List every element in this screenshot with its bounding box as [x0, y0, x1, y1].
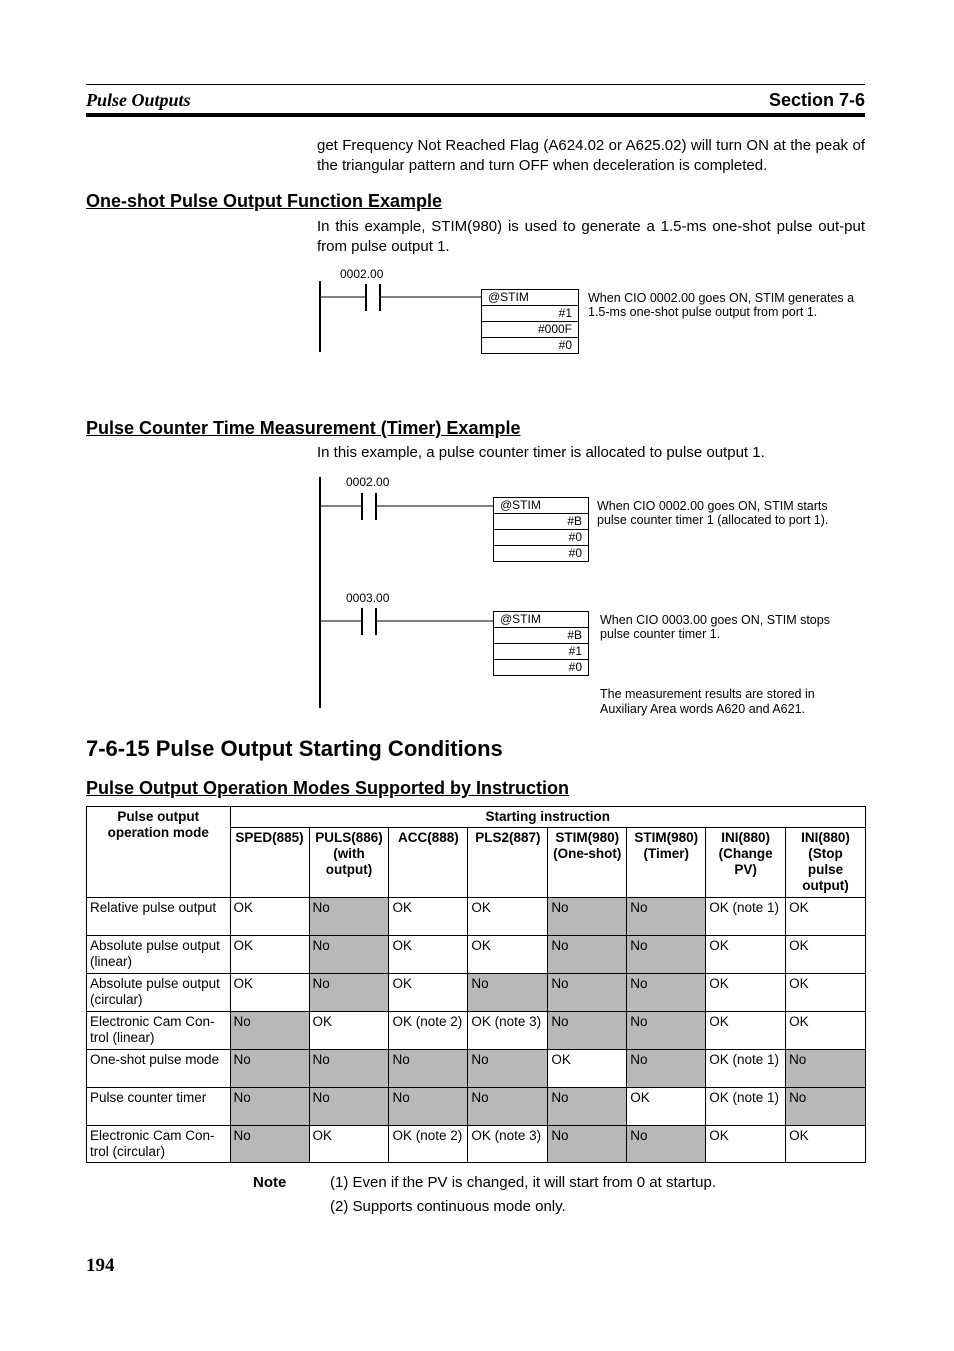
table-cell: No	[627, 936, 706, 974]
column-header: INI(880) (Stop pulse output)	[786, 828, 866, 898]
header-rule-top	[86, 84, 865, 85]
rung-comment: When CIO 0003.00 goes ON, STIM stops pulse counter timer 1.	[600, 613, 830, 641]
row-mode-label: Relative pulse output	[87, 898, 231, 936]
table-cell: No	[548, 1088, 627, 1126]
table-cell: No	[548, 1012, 627, 1050]
table-cell: OK	[389, 898, 468, 936]
operation-modes-table	[86, 806, 866, 1163]
rung-comment: When CIO 0002.00 goes ON, STIM starts pulse counter timer 1 (allocated to port 1).	[597, 499, 829, 527]
table-cell: OK	[309, 1012, 389, 1050]
table-cell: OK	[706, 936, 786, 974]
table-cell: No	[627, 898, 706, 936]
intro-paragraph: get Frequency Not Reached Flag (A624.02 or A625.02) will turn ON at the peak of the triangular pattern and turn OFF when deceleration is completed.	[317, 137, 865, 174]
table-cell: OK	[786, 936, 866, 974]
contact-label: 0003.00	[346, 591, 390, 605]
table-cell: OK	[786, 1012, 866, 1050]
table-cell: OK	[627, 1088, 706, 1126]
column-header: ACC(888)	[389, 828, 468, 898]
table-cell: No	[230, 1012, 309, 1050]
table-cell: No	[468, 974, 548, 1012]
row-mode-label: Absolute pulse output (circular)	[87, 974, 231, 1012]
row-mode-label: Absolute pulse output (linear)	[87, 936, 231, 974]
row-mode-label: One-shot pulse mode	[87, 1050, 231, 1088]
table-cell: No	[309, 898, 389, 936]
table-cell: No	[468, 1088, 548, 1126]
stim-instruction-block	[493, 611, 589, 676]
instruction-operand: #0	[568, 546, 582, 560]
table-row	[87, 1126, 866, 1163]
table-corner-header: Pulse output operation mode	[87, 807, 231, 898]
table-row	[87, 1012, 866, 1050]
table-cell: OK	[706, 974, 786, 1012]
heading-timer-example: Pulse Counter Time Measurement (Timer) Example	[86, 418, 521, 438]
table-cell: No	[627, 1050, 706, 1088]
table-cell: OK (note 3)	[468, 1012, 548, 1050]
heading-one-shot-example: One-shot Pulse Output Function Example	[86, 191, 443, 211]
table-cell: OK (note 2)	[389, 1126, 468, 1163]
table-cell: No	[230, 1050, 309, 1088]
table-row	[87, 898, 866, 936]
contact-label: 0002.00	[340, 267, 384, 281]
heading-operation-modes: Pulse Output Operation Modes Supported by Instruction	[86, 778, 570, 798]
table-cell: OK	[706, 1012, 786, 1050]
rung-comment: When CIO 0002.00 goes ON, STIM generates a 1.5-ms one-shot pulse output from port 1.	[588, 291, 855, 319]
table-cell: OK	[309, 1126, 389, 1163]
row-mode-label: Electronic Cam Con-trol (linear)	[87, 1012, 231, 1050]
table-cell: No	[627, 1012, 706, 1050]
table-cell: No	[548, 1126, 627, 1163]
section-title: 7-6-15 Pulse Output Starting Conditions	[86, 736, 503, 761]
table-cell: OK (note 3)	[468, 1126, 548, 1163]
table-cell: OK	[389, 936, 468, 974]
table-cell: No	[548, 974, 627, 1012]
table-cell: OK	[706, 1126, 786, 1163]
instruction-mnemonic: @STIM	[494, 612, 588, 628]
instruction-operand: #0	[494, 530, 588, 546]
header-rule	[86, 113, 865, 117]
column-header: SPED(885)	[230, 828, 309, 898]
row-mode-label: Pulse counter timer	[87, 1088, 231, 1126]
table-row	[87, 1050, 866, 1088]
table-cell: OK	[468, 898, 548, 936]
table-cell: No	[309, 1088, 389, 1126]
column-header: PULS(886) (with output)	[309, 828, 389, 898]
table-row	[87, 974, 866, 1012]
table-row	[87, 936, 866, 974]
table-cell: No	[309, 1050, 389, 1088]
table-cell: OK	[230, 974, 309, 1012]
table-cell: No	[786, 1050, 866, 1088]
instruction-operand: #B	[494, 628, 588, 644]
table-cell: No	[230, 1126, 309, 1163]
one-shot-paragraph: In this example, STIM(980) is used to generate a 1.5-ms one-shot pulse out-put from pulse output 1.	[317, 218, 865, 255]
table-cell: No	[309, 936, 389, 974]
instruction-mnemonic: @STIM	[494, 498, 588, 514]
table-cell: No	[627, 1126, 706, 1163]
note-item: (2) Supports continuous mode only.	[330, 1198, 566, 1215]
table-cell: OK	[786, 898, 866, 936]
table-cell: No	[309, 974, 389, 1012]
measurement-note: The measurement results are stored in Auxiliary Area words A620 and A621.	[600, 687, 815, 716]
table-cell: OK	[230, 898, 309, 936]
table-group-header: Starting instruction	[230, 807, 865, 828]
header-section-title: Pulse Outputs	[86, 90, 191, 110]
table-cell: OK	[389, 974, 468, 1012]
instruction-operand: #B	[494, 514, 588, 530]
table-cell: OK	[230, 936, 309, 974]
instruction-mnemonic: @STIM	[482, 290, 578, 306]
table-cell: No	[548, 898, 627, 936]
table-cell: No	[230, 1088, 309, 1126]
stim-instruction-block	[481, 289, 579, 354]
contact-label: 0002.00	[346, 475, 390, 489]
row-mode-label: Electronic Cam Con-trol (circular)	[87, 1126, 231, 1163]
column-header: INI(880) (Change PV)	[706, 828, 786, 898]
table-cell: OK (note 1)	[706, 898, 786, 936]
table-cell: OK (note 1)	[706, 1050, 786, 1088]
timer-paragraph: In this example, a pulse counter timer is allocated to pulse output 1.	[317, 444, 765, 461]
table-body	[87, 898, 866, 1163]
instruction-operand: #1	[482, 306, 578, 322]
table-cell: No	[786, 1088, 866, 1126]
column-header: STIM(980) (Timer)	[627, 828, 706, 898]
table-cell: No	[468, 1050, 548, 1088]
instruction-operand: #0	[558, 338, 572, 352]
instruction-operand: #0	[568, 660, 582, 674]
table-cell: OK	[786, 1126, 866, 1163]
column-header: PLS2(887)	[468, 828, 548, 898]
column-header: STIM(980) (One-shot)	[548, 828, 627, 898]
stim-instruction-block	[493, 497, 589, 562]
table-cell: OK (note 1)	[706, 1088, 786, 1126]
table-cell: OK	[468, 936, 548, 974]
table-cell: No	[389, 1050, 468, 1088]
table-cell: OK	[786, 974, 866, 1012]
table-cell: No	[389, 1088, 468, 1126]
note-label: Note	[253, 1174, 287, 1191]
instruction-operand: #000F	[482, 322, 578, 338]
table-cell: OK	[548, 1050, 627, 1088]
table-cell: OK (note 2)	[389, 1012, 468, 1050]
page-number: 194	[86, 1255, 115, 1276]
table-row	[87, 1088, 866, 1126]
note-item: (1) Even if the PV is changed, it will start from 0 at startup.	[330, 1174, 716, 1191]
table-cell: No	[627, 974, 706, 1012]
instruction-operand: #1	[494, 644, 588, 660]
header-section-number: Section 7-6	[768, 90, 865, 110]
table-cell: No	[548, 936, 627, 974]
